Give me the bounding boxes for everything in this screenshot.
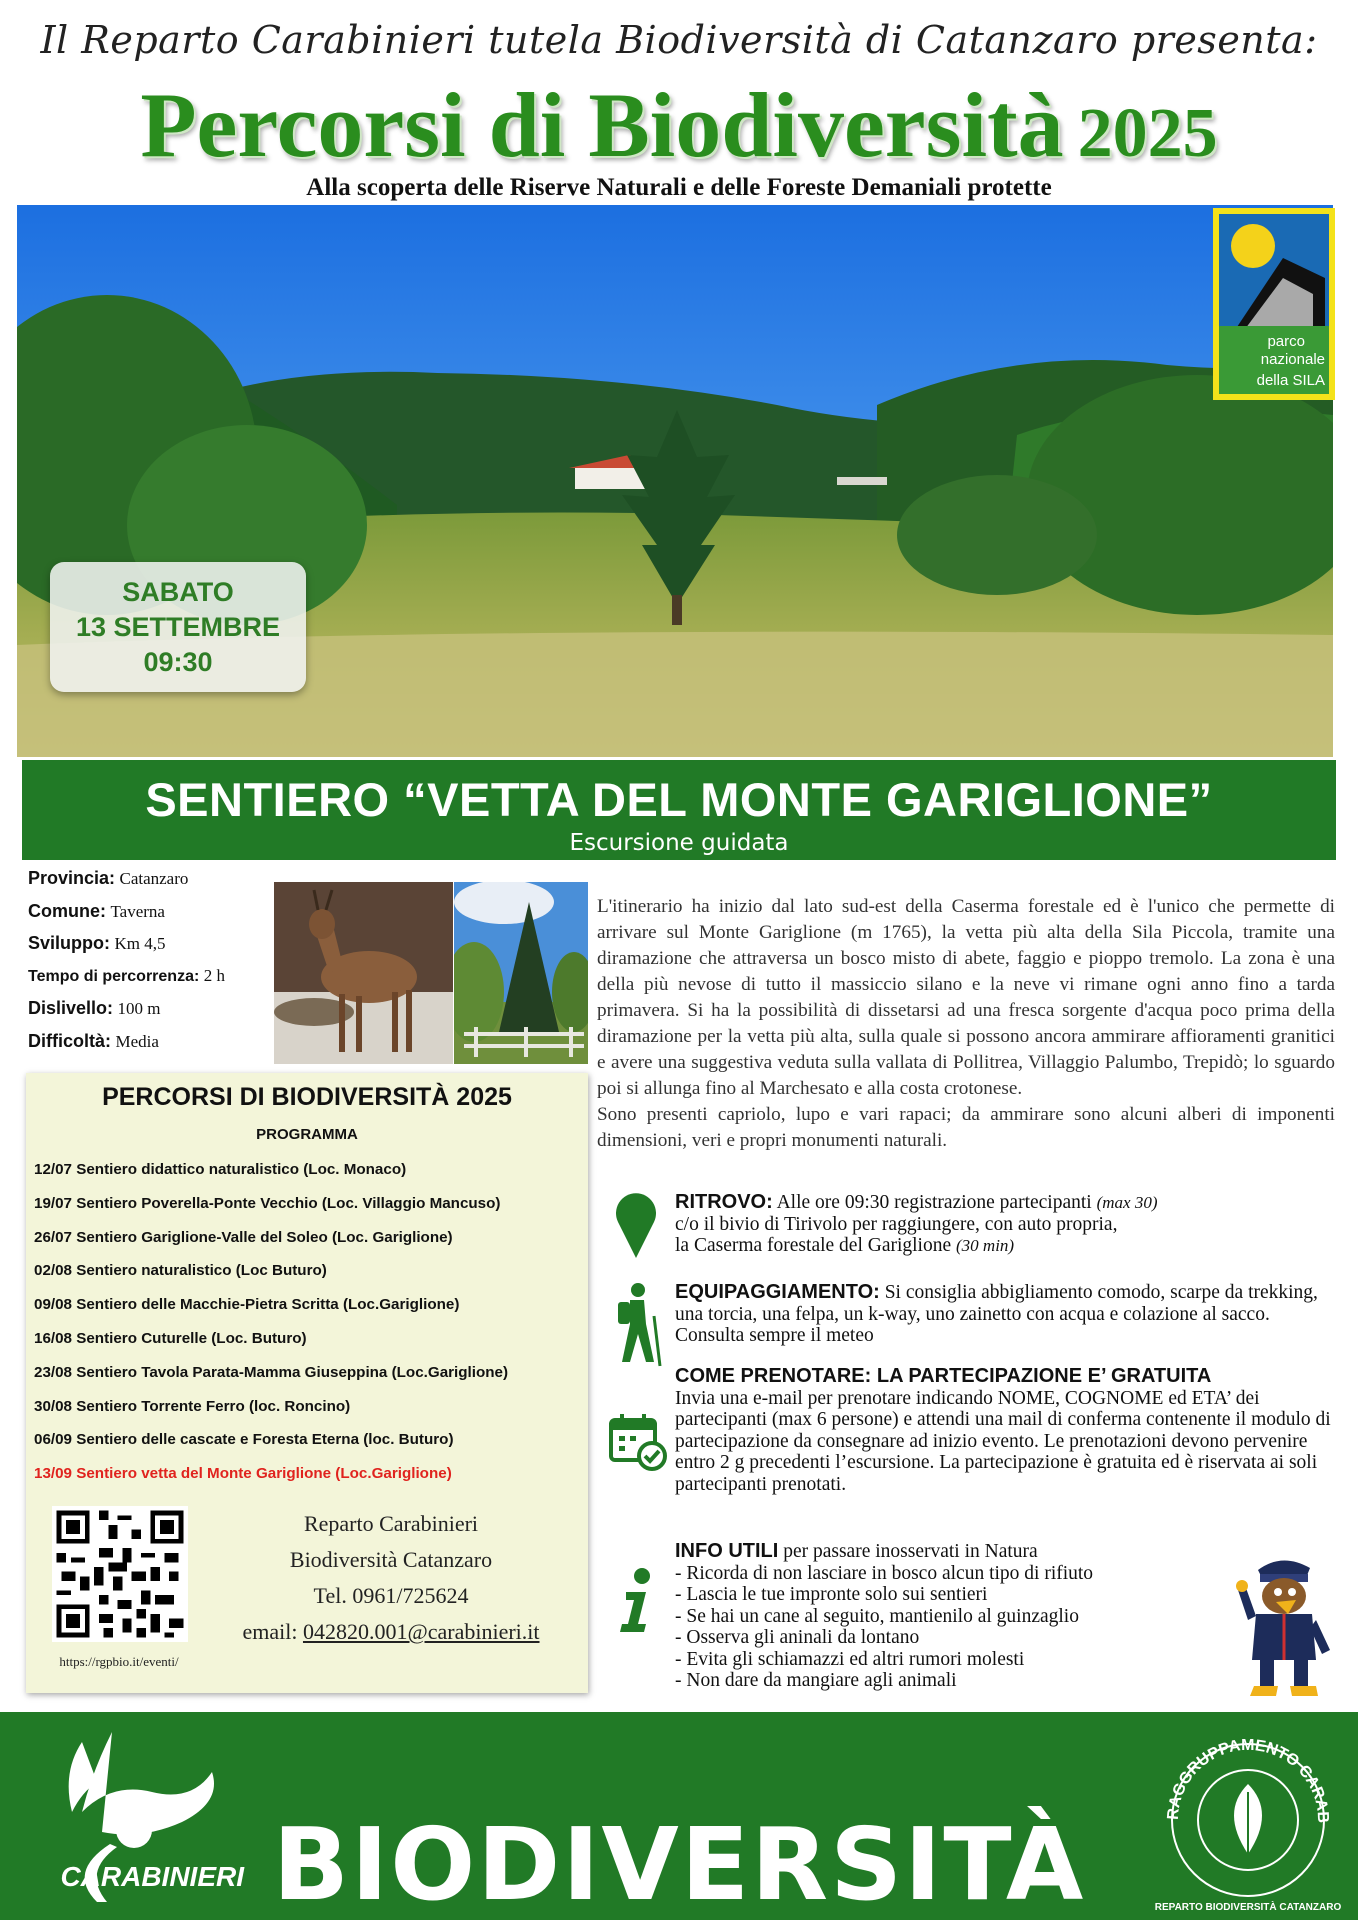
detail-label: Comune: [28,900,106,921]
contact-line1: Reparto Carabinieri [303,1511,479,1536]
detail-label: Provincia: [28,868,116,888]
contact-line2: Biodiversità Catanzaro [289,1547,493,1572]
park-logo-line3: della SILA [1256,372,1325,389]
info-item: - Osserva gli aninali da lontano [675,1627,920,1648]
detail-value: Km 4,5 [114,934,166,954]
detail-value: Taverna [110,901,165,921]
forest-photo [454,882,588,1064]
detail-value: Catanzaro [119,869,189,888]
detail-value: 2 h [203,965,225,985]
location-pin-icon [614,1192,658,1263]
eagle-mascot-illustration [1236,1550,1332,1703]
equipment-heading: EQUIPAGGIAMENTO: [675,1281,880,1303]
qr-code[interactable] [52,1506,188,1642]
hiker-icon [610,1282,664,1373]
booking-heading: COME PRENOTARE: LA PARTECIPAZIONE E’ GRATUITA [675,1365,1212,1387]
carabinieri-logo [22,1712,262,1912]
info-item: - Ricorda di non lasciare in bosco alcun tipo di rifiuto [675,1562,1094,1584]
booking-section [675,1366,1340,1495]
main-title-year: 2025 [1077,95,1218,172]
program-item: 19/07 Sentiero Poverella-Ponte Vecchio (Loc. Villaggio Mancuso) [34,1194,501,1212]
ritrovo-section [675,1192,1340,1257]
calendar-check-icon [608,1412,668,1477]
detail-value: 100 m [117,999,161,1019]
program-item: 06/09 Sentiero delle cascate e Foresta Eterna (loc. Buturo) [34,1431,454,1449]
footer-biodiversita-wordmark: BIODIVERSITÀ [272,1806,1086,1923]
info-heading: INFO UTILI [675,1540,779,1562]
booking-text: Invia una e-mail per prenotare indicando NOME, COGNOME ed ETA’ dei partecipanti (max 6 persone) e attendi una mail di conferma contenente il modulo di partecipazione da consegnare ad inizio evento. Le prenotazioni devono pervenire entro 2 g precedenti l’escursione. La partecipazione è gratuita ed è riservata ai soli partecipanti prenotati. [675,1387,1331,1495]
raggruppamento-biodiversita-logo [1148,1712,1348,1920]
detail-label: Dislivello: [28,998,114,1019]
ritrovo-heading: RITROVO: [675,1191,773,1213]
equipment-section [675,1282,1340,1347]
detail-label: Difficoltà: [28,1030,111,1051]
program-item: 12/07 Sentiero didattico naturalistico (Loc. Monaco) [34,1161,407,1178]
email-label: email: [242,1619,298,1644]
info-item: - Lascia le tue impronte solo sui sentieri [675,1584,988,1605]
info-item: - Evita gli schiamazzi ed altri rumori molesti [675,1648,1025,1670]
event-date: 13 SETTEMBRE [75,611,281,642]
park-logo-line1: parco [1267,333,1305,350]
presenter-line: Il Reparto Carabinieri tutela Biodiversità di Catanzaro presenta: [40,18,1318,62]
subtitle: Alla scoperta delle Riserve Naturali e delle Foreste Demaniali protette [306,174,1052,201]
contact-block [196,1506,586,1650]
detail-label: Tempo di percorrenza: [28,967,200,985]
email-link[interactable]: 042820.001@carabinieri.it [302,1619,540,1644]
trail-subtitle: Escursione guidata [569,830,789,856]
contact-email-row [196,1614,586,1650]
ritrovo-note1: (max 30) [1096,1193,1158,1212]
trail-title: SENTIERO “VETTA DEL MONTE GARIGLIONE” [145,773,1213,826]
detail-label: Sviluppo: [28,933,110,954]
main-title [0,72,1358,178]
detail-value: Media [115,1031,159,1051]
program-box [26,1073,588,1693]
program-item: 23/08 Sentiero Tavola Parata-Mamma Giuseppina (Loc.Gariglione) [34,1363,509,1381]
detail-sviluppo [28,933,268,966]
main-title-text: Percorsi di Biodiversità [140,74,1064,176]
roe-deer-photo [274,882,453,1064]
detail-dislivello [28,998,268,1031]
trail-description [597,894,1335,1154]
rgp-logo-bottom-text: REPARTO BIODIVERSITÀ CATANZARO [1154,1902,1342,1913]
description-paragraph-1: L'itinerario ha inizio dal lato sud-est della Caserma forestale ed è l'unico che permette di arrivare sul Monte Gariglione (m 1765), la vetta più alta della Sila Piccola, tramite una diramazione che attraversa un bosco misto di abete, faggio e pioppo tremolo. La zona è una della più nevose di tutto il massiccio silano e la neve vi rimane ogni anno fino a tarda primavera. Si ha la possibilità di dissetarsi ad una fresca sorgente d'acqua poco prima della diramazione per la vetta più alta, sulla quale si possono ancora ammirare affioramenti granitici e avere una suggestiva veduta sulla vallata di Pollitrea, Villaggio Palumbo, Trepidò; lo sguardo poi si allunga fino al Marchesato e alla costa crotonese. [597,896,1335,1099]
ritrovo-text1: Alle ore 09:30 registrazione partecipanti [776,1192,1092,1213]
program-subtitle: PROGRAMMA [256,1126,358,1143]
info-icon [616,1568,656,1639]
contact-phone: Tel. 0961/725624 [313,1583,469,1608]
detail-difficolta [28,1031,268,1064]
program-list [34,1153,586,1491]
parco-nazionale-sila-logo [1213,208,1335,400]
program-item: 02/08 Sentiero naturalistico (Loc Buturo) [34,1262,327,1280]
program-item: 09/08 Sentiero delle Macchie-Pietra Scritta (Loc.Gariglione) [34,1296,460,1314]
equipment-text: Si consiglia abbigliamento comodo, scarpe da trekking, una torcia, una felpa, un k-way, uno zainetto con acqua e colazione al sacco. Consulta sempre il meteo [675,1282,1318,1346]
description-paragraph-2: Sono presenti capriolo, lupo e vari rapaci; da ammirare sono alcuni alberi di imponenti dimensioni, veri e propri monumenti naturali. [597,1104,1335,1151]
program-item: 30/08 Sentiero Torrente Ferro (loc. Roncino) [34,1397,351,1415]
ritrovo-text2: c/o il bivio di Tirivolo per raggiungere, con auto propria, [675,1213,1118,1235]
info-item: - Se hai un cane al seguito, mantienilo al guinzaglio [675,1605,1079,1627]
park-logo-line2: nazionale [1260,351,1325,368]
program-title: PERCORSI DI BIODIVERSITÀ 2025 [102,1083,512,1111]
event-day: SABATO [122,576,234,607]
trail-details [28,868,268,1064]
program-item: 26/07 Sentiero Gariglione-Valle del Soleo (Loc. Gariglione) [34,1228,453,1246]
carabinieri-logo-text: CARABINIERI [60,1861,244,1892]
rgp-logo-ring-text: RAGGRUPPAMENTO CARAB [1164,1736,1332,1824]
event-time: 09:30 [143,646,213,677]
info-item: - Non dare da mangiare agli animali [675,1670,957,1691]
event-date-card [50,562,306,692]
program-item-current: 13/09 Sentiero vetta del Monte Gariglione (Loc.Gariglione) [34,1465,452,1483]
detail-comune [28,901,268,934]
ritrovo-note2: (30 min) [956,1236,1015,1255]
program-item: 16/08 Sentiero Cuturelle (Loc. Buturo) [34,1329,307,1347]
detail-tempo [28,966,268,999]
website-url[interactable]: https://rgpbio.it/eventi/ [59,1654,179,1669]
info-lead: per passare inosservati in Natura [783,1541,1038,1562]
detail-provincia [28,868,268,901]
ritrovo-text3: la Caserma forestale del Gariglione [675,1235,952,1256]
